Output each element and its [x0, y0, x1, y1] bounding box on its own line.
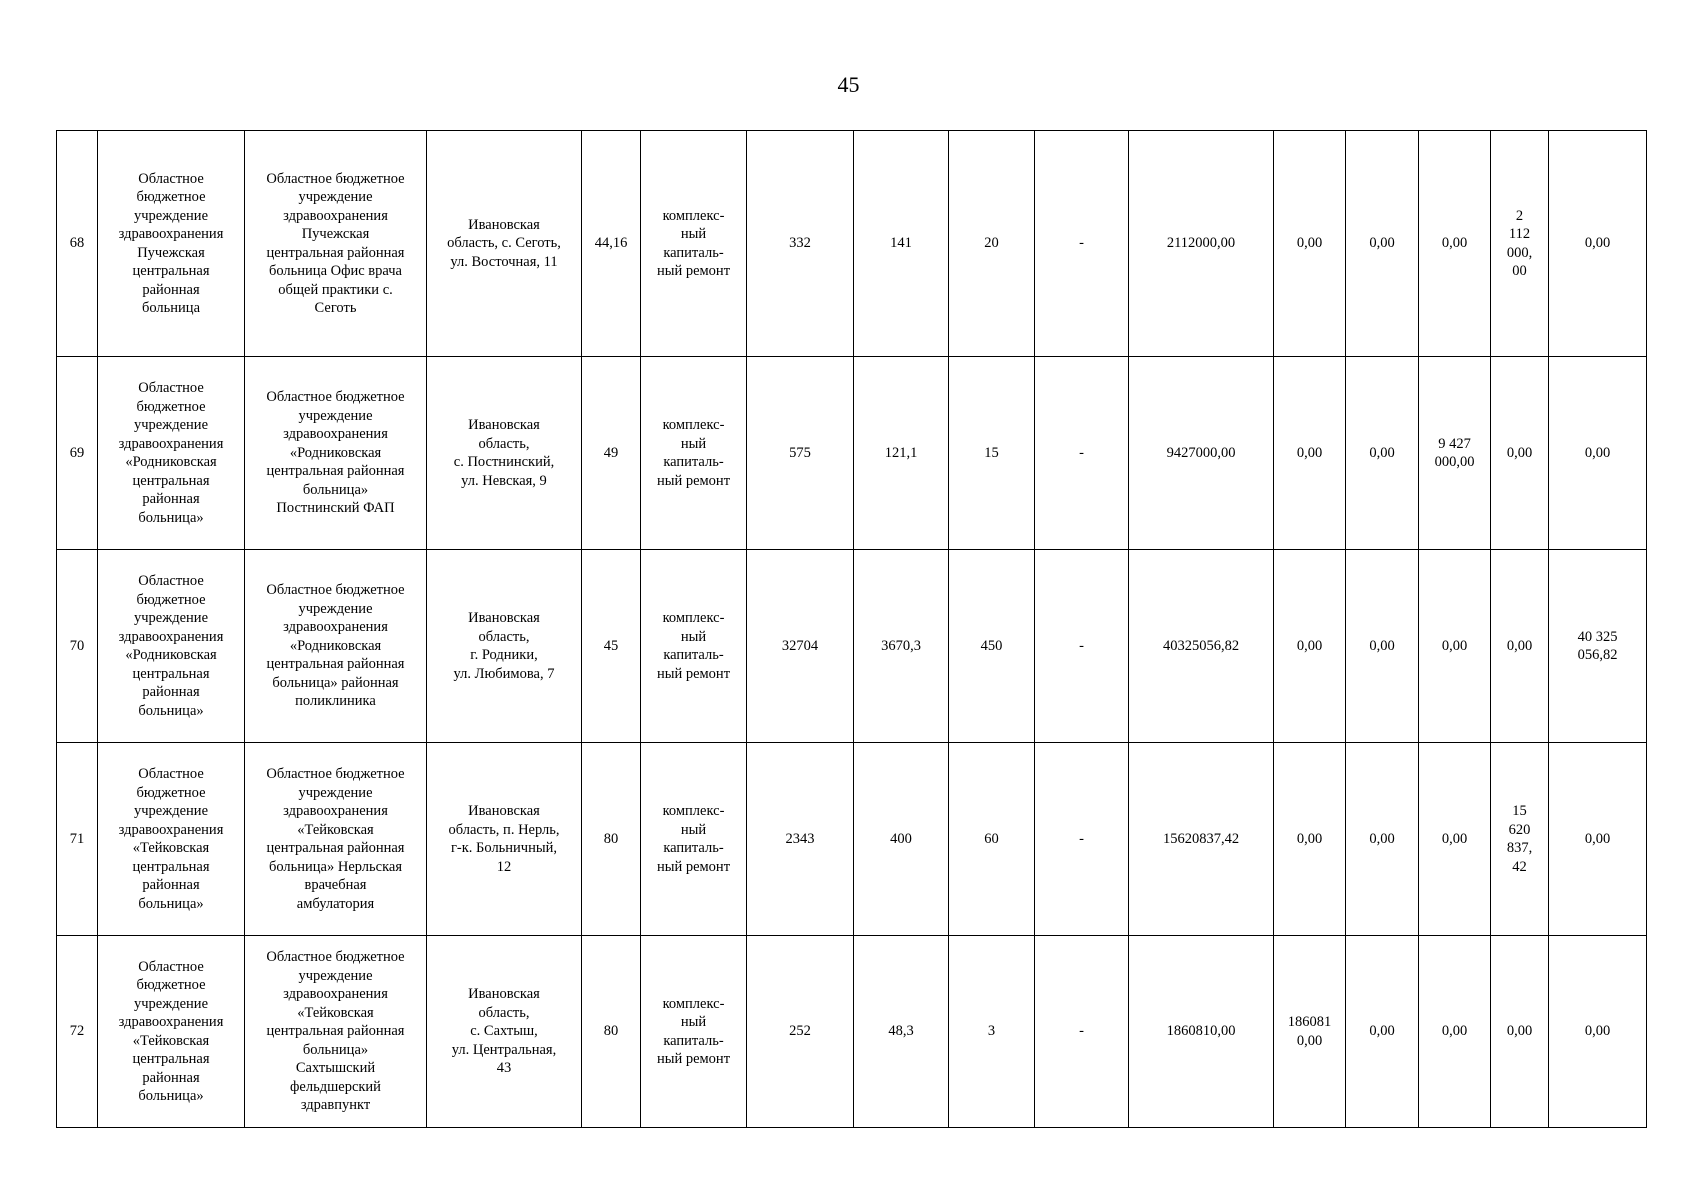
- wear-value: 45: [582, 550, 641, 743]
- total-cost: 1860810,00: [1129, 936, 1274, 1128]
- value-cell: 141: [854, 131, 949, 357]
- funding-cell: 2 112 000, 00: [1491, 131, 1549, 357]
- organization-name: Областное бюджетное учреждение здравоохранения Пучежская центральная районная больница: [98, 131, 245, 357]
- value-cell: -: [1035, 936, 1129, 1128]
- table-row: [57, 550, 1647, 743]
- funding-cell: 0,00: [1346, 936, 1419, 1128]
- object-name: Областное бюджетное учреждение здравоохранения «Тейковская центральная районная больница» Сахтышский фельдшерский здравпункт: [245, 936, 427, 1128]
- funding-cell: 0,00: [1549, 357, 1647, 550]
- value-cell: 2343: [747, 743, 854, 936]
- value-cell: 3: [949, 936, 1035, 1128]
- organization-name: Областное бюджетное учреждение здравоохранения «Родниковская центральная районная больница»: [98, 357, 245, 550]
- funding-cell: 0,00: [1346, 131, 1419, 357]
- table-row: [57, 936, 1647, 1128]
- value-cell: -: [1035, 131, 1129, 357]
- funding-cell: 0,00: [1419, 550, 1491, 743]
- value-cell: 15: [949, 357, 1035, 550]
- funding-cell: 186081 0,00: [1274, 936, 1346, 1128]
- funding-cell: 0,00: [1346, 550, 1419, 743]
- object-register-table: [56, 130, 1647, 1128]
- value-cell: -: [1035, 550, 1129, 743]
- funding-cell: 0,00: [1491, 357, 1549, 550]
- wear-value: 80: [582, 936, 641, 1128]
- row-number: 68: [57, 131, 98, 357]
- funding-cell: 9 427 000,00: [1419, 357, 1491, 550]
- organization-name: Областное бюджетное учреждение здравоохранения «Тейковская центральная районная больница»: [98, 936, 245, 1128]
- row-number: 71: [57, 743, 98, 936]
- organization-name: Областное бюджетное учреждение здравоохранения «Тейковская центральная районная больница»: [98, 743, 245, 936]
- object-address: Ивановская область, п. Нерль, г-к. Больничный, 12: [427, 743, 582, 936]
- funding-cell: 0,00: [1346, 743, 1419, 936]
- value-cell: 48,3: [854, 936, 949, 1128]
- page-number: 45: [837, 72, 860, 97]
- funding-cell: 15 620 837, 42: [1491, 743, 1549, 936]
- value-cell: 121,1: [854, 357, 949, 550]
- value-cell: 32704: [747, 550, 854, 743]
- value-cell: 450: [949, 550, 1035, 743]
- funding-cell: 0,00: [1491, 936, 1549, 1128]
- work-type: комплекс- ный капиталь- ный ремонт: [641, 131, 747, 357]
- organization-name: Областное бюджетное учреждение здравоохранения «Родниковская центральная районная больница»: [98, 550, 245, 743]
- funding-cell: 0,00: [1549, 131, 1647, 357]
- object-address: Ивановская область, с. Сеготь, ул. Восточная, 11: [427, 131, 582, 357]
- funding-cell: 0,00: [1346, 357, 1419, 550]
- value-cell: 252: [747, 936, 854, 1128]
- funding-cell: 0,00: [1274, 131, 1346, 357]
- table-row: [57, 131, 1647, 357]
- object-name: Областное бюджетное учреждение здравоохранения «Родниковская центральная районная больница» районная поликлиника: [245, 550, 427, 743]
- funding-cell: 0,00: [1274, 743, 1346, 936]
- funding-cell: 0,00: [1274, 550, 1346, 743]
- total-cost: 2112000,00: [1129, 131, 1274, 357]
- value-cell: 60: [949, 743, 1035, 936]
- object-name: Областное бюджетное учреждение здравоохранения «Тейковская центральная районная больница» Нерльская врачебная амбулатория: [245, 743, 427, 936]
- funding-cell: 0,00: [1419, 743, 1491, 936]
- total-cost: 9427000,00: [1129, 357, 1274, 550]
- total-cost: 15620837,42: [1129, 743, 1274, 936]
- wear-value: 49: [582, 357, 641, 550]
- object-name: Областное бюджетное учреждение здравоохранения «Родниковская центральная районная больница» Постнинский ФАП: [245, 357, 427, 550]
- wear-value: 80: [582, 743, 641, 936]
- work-type: комплекс- ный капиталь- ный ремонт: [641, 936, 747, 1128]
- value-cell: 400: [854, 743, 949, 936]
- work-type: комплекс- ный капиталь- ный ремонт: [641, 743, 747, 936]
- funding-cell: 0,00: [1274, 357, 1346, 550]
- work-type: комплекс- ный капиталь- ный ремонт: [641, 550, 747, 743]
- table-row: [57, 357, 1647, 550]
- wear-value: 44,16: [582, 131, 641, 357]
- total-cost: 40325056,82: [1129, 550, 1274, 743]
- object-name: Областное бюджетное учреждение здравоохранения Пучежская центральная районная больница Офис врача общей практики с. Сеготь: [245, 131, 427, 357]
- value-cell: 20: [949, 131, 1035, 357]
- value-cell: -: [1035, 743, 1129, 936]
- value-cell: -: [1035, 357, 1129, 550]
- object-address: Ивановская область, г. Родники, ул. Любимова, 7: [427, 550, 582, 743]
- table-row: [57, 743, 1647, 936]
- value-cell: 575: [747, 357, 854, 550]
- value-cell: 332: [747, 131, 854, 357]
- row-number: 69: [57, 357, 98, 550]
- funding-cell: 40 325 056,82: [1549, 550, 1647, 743]
- funding-cell: 0,00: [1491, 550, 1549, 743]
- funding-cell: 0,00: [1549, 936, 1647, 1128]
- funding-cell: 0,00: [1419, 131, 1491, 357]
- funding-cell: 0,00: [1419, 936, 1491, 1128]
- work-type: комплекс- ный капиталь- ный ремонт: [641, 357, 747, 550]
- value-cell: 3670,3: [854, 550, 949, 743]
- row-number: 70: [57, 550, 98, 743]
- object-address: Ивановская область, с. Сахтыш, ул. Центральная, 43: [427, 936, 582, 1128]
- object-address: Ивановская область, с. Постнинский, ул. Невская, 9: [427, 357, 582, 550]
- funding-cell: 0,00: [1549, 743, 1647, 936]
- row-number: 72: [57, 936, 98, 1128]
